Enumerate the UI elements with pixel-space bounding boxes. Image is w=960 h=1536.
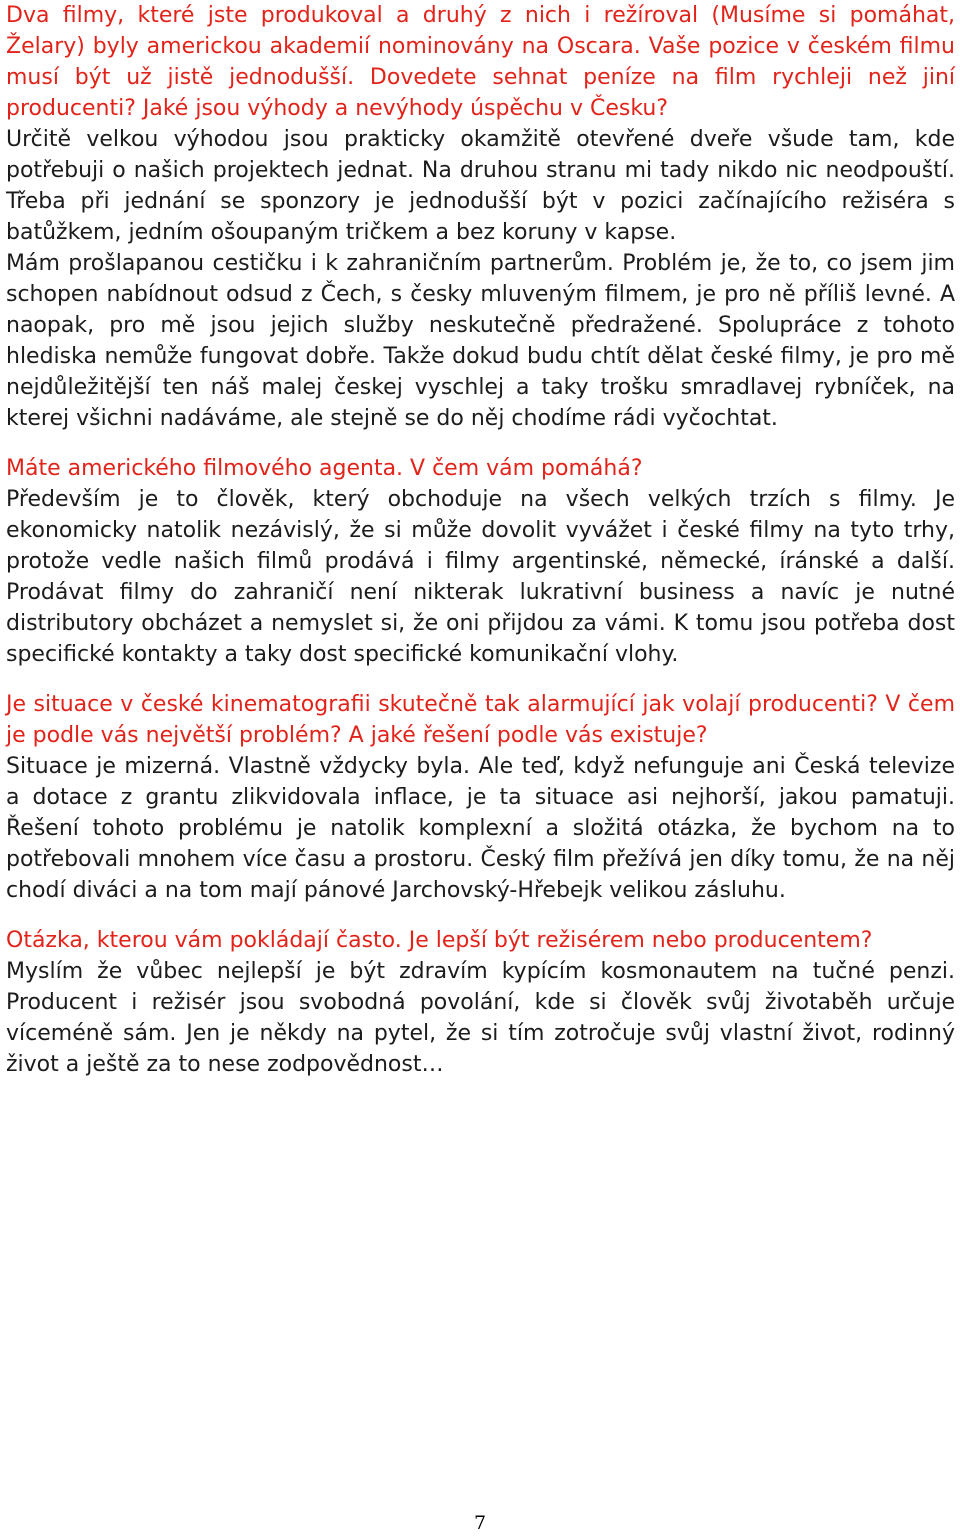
- qa-section-2: [6, 453, 955, 670]
- question-text: Otázka, kterou vám pokládají často. Je lepší být režisérem nebo producentem?: [6, 928, 873, 953]
- qa-section-1: [6, 0, 955, 434]
- qa-section-4: [6, 925, 955, 1080]
- section-spacer: [6, 434, 955, 453]
- answer-paragraph: Myslím že vůbec nejlepší je být zdravím kypícím kosmonautem na tučné penzi. Producent i režisér jsou svobodná povolání, kde si člověk svůj životaběh určuje víceméně sám. Jen je někdy na pytel, že si tím zotročuje svůj vlastní život, rodinný život a ještě za to nese zodpovědnost…: [6, 959, 955, 1077]
- qa-section-3: [6, 689, 955, 906]
- question-text: Dva filmy, které jste produkoval a druhý z nich i režíroval (Musíme si pomáhat, Želary) byly americkou akademií nominovány na Oscara. Vaše pozice v českém filmu musí být už jistě jednodušší. Dovedete sehnat peníze na film rychleji než jiní producenti? Jaké jsou výhody a nevýhody úspěchu v Česku?: [6, 3, 955, 121]
- interview-text: [6, 0, 955, 1080]
- section-spacer: [6, 906, 955, 925]
- question-text: Máte amerického filmového agenta. V čem vám pomáhá?: [6, 456, 643, 481]
- answer-paragraph: Především je to člověk, který obchoduje na všech velkých trzích s filmy. Je ekonomicky natolik nezávislý, že si může dovolit vyvážet i české filmy na tyto trhy, protože vedle našich filmů prodává i filmy argentinské, německé, íránské a další. Prodávat filmy do zahraničí není nikterak lukrativní business a navíc je nutné distributory obcházet a nemyslet si, že oni přijdou za vámi. K tomu jsou potřeba dost specifické kontakty a taky dost specifické komunikační vlohy.: [6, 487, 955, 667]
- answer-paragraph: Situace je mizerná. Vlastně vždycky byla. Ale teď, když nefunguje ani Česká televize a dotace z grantu zlikvidovala inflace, je ta situace asi nejhorší, jakou pamatuji. Řešení tohoto problému je natolik komplexní a složitá otázka, že bychom na to potřebovali mnohem více času a prostoru. Český film přežívá jen díky tomu, že na něj chodí diváci a na tom mají pánové Jarchovský-Hřebejk velikou zásluhu.: [6, 754, 955, 903]
- answer-paragraph: Mám prošlapanou cestičku i k zahraničním partnerům. Problém je, že to, co jsem jim schopen nabídnout odsud z Čech, s česky mluveným filmem, je pro ně příliš levné. A naopak, pro mě jsou jejich služby neskutečně předražené. Spolupráce z tohoto hlediska nemůže fungovat dobře. Takže dokud budu chtít dělat české filmy, je pro mě nejdůležitější ten náš malej českej vyschlej a taky trošku smradlavej rybníček, na kterej všichni nadáváme, ale stejně se do něj chodíme rádi vyčochtat.: [6, 251, 955, 431]
- page-number: 7: [473, 1512, 487, 1534]
- question-text: Je situace v české kinematografii skutečně tak alarmující jak volají producenti? V čem je podle vás největší problém? A jaké řešení podle vás existuje?: [6, 692, 955, 748]
- section-spacer: [6, 670, 955, 689]
- answer-paragraph: Určitě velkou výhodou jsou prakticky okamžitě otevřené dveře všude tam, kde potřebuji o našich projektech jednat. Na druhou stranu mi tady nikdo nic neodpouští. Třeba při jednání se sponzory je jednodušší být v pozici začínajícího režiséra s batůžkem, jedním ošoupaným tričkem a bez koruny v kapse.: [6, 127, 955, 245]
